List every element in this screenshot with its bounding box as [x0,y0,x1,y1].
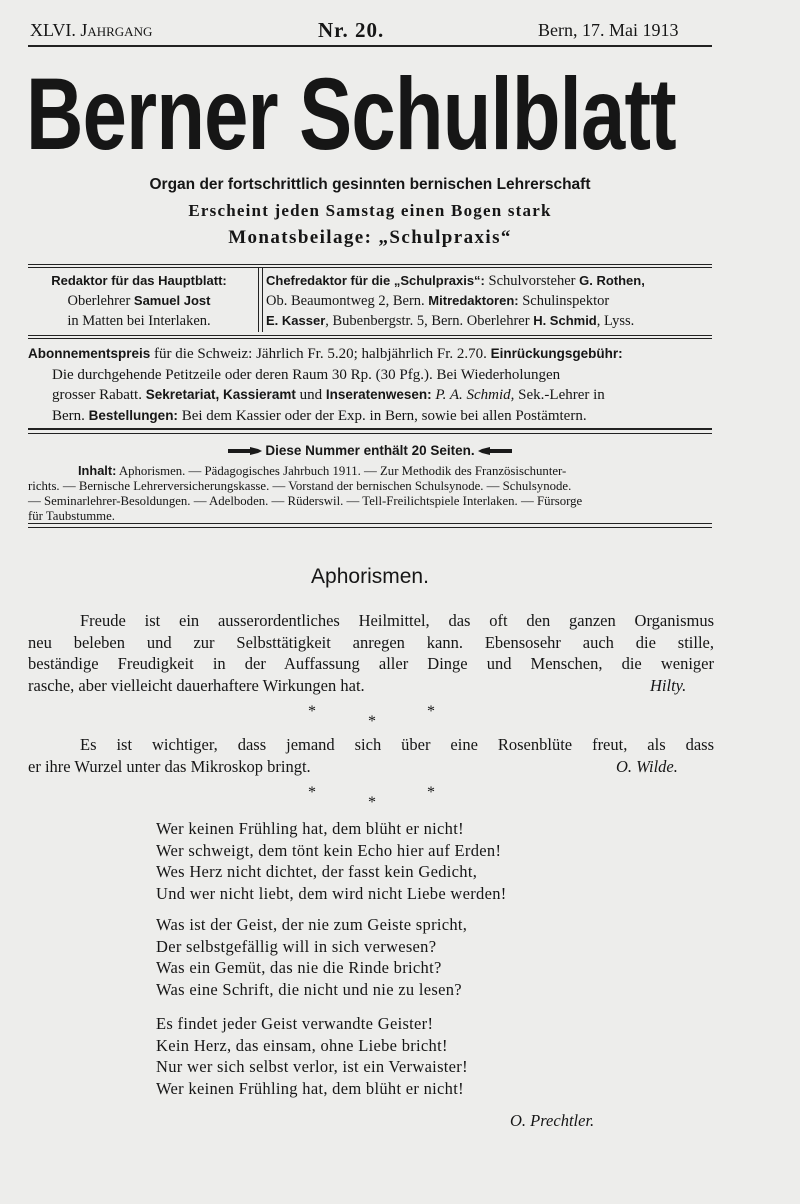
pointing-hand-left-icon [478,446,512,456]
contents-line-2: richts. — Bernische Lehrerversicherungskasse. — Vorstand der bernischen Schulsynode. — Schulsynode. [28,479,572,493]
contents-line-1: Aphorismen. — Pädagogisches Jahrbuch 1911. — Zur Methodik des Französischunter- [116,464,567,478]
issue-number: Nr. 20. [318,18,385,42]
bern-text: Bern. [52,407,89,424]
contents-rule-2 [28,527,712,528]
poem-stanza-1 [156,818,507,904]
advertising-name: P. A. Schmid, [431,387,515,403]
separator-asterisk: * [308,703,316,720]
separator-asterisk: * [308,784,316,801]
poem-line: Der selbstgefällig will in sich verwesen? [156,936,437,956]
poem-line: Nur wer sich selbst verlor, ist ein Verwaister! [156,1057,468,1076]
separator-asterisk: * [427,784,435,801]
aphorism-hilty-line-4: rasche, aber vielleicht dauerhaftere Wirkungen hat. [28,675,365,695]
aphorism-wilde-line-2: er ihre Wurzel unter das Mikroskop bringt. [28,756,311,776]
editor-main-label: Redaktor für das Hauptblatt: [51,273,227,288]
aphorism-hilty-line-3: beständige Freudigkeit in der Auffassung aller Dinge und Menschen, die weniger [28,654,714,673]
subscription-rule [28,428,712,430]
separator-asterisk: * [368,794,376,811]
poem-line: Es findet jeder Geist verwandte Geister! [156,1014,434,1033]
subscription-block [28,344,714,426]
editor-main-title: Oberlehrer [67,293,134,309]
co-editor-title: Schulinspektor [518,293,610,309]
orders-text: Bei dem Kassier oder der Exp. in Bern, sowie bei allen Postämtern. [177,407,587,424]
co-editor-address: , Bubenbergstr. 5, Bern. Oberlehrer [325,313,534,329]
subscription-rule-2 [28,433,712,434]
discount-text: grosser Rabatt. [52,387,146,403]
masthead-supplement: Monatsbeilage: „Schulpraxis“ [228,227,512,248]
masthead-frequency: Erscheint jeden Samstag einen Bogen stark [188,201,552,220]
editors-rule-top-2 [28,267,712,268]
pages-note: Diese Nummer enthält 20 Seiten. [265,443,475,458]
subscription-label: Abonnementspreis [28,346,151,361]
editor-main-block [24,271,254,331]
orders-label: Bestellungen: [88,407,178,423]
co-editors-label: Mitredaktoren: [428,293,519,308]
pointing-hand-right-icon [228,446,262,456]
volume-label: XLVI. Jahrgang [30,20,153,40]
contents-line-3: — Seminarlehrer-Besoldungen. — Adelboden. — Rüderswil. — Tell-Freilichtspiele Interlaken. — Fürsorge [28,494,583,508]
poem-line: Was ist der Geist, der nie zum Geiste spricht, [156,915,468,934]
secretariat-label: Sekretariat, Kassieramt [145,387,296,402]
poem-line: Was ein Gemüt, das nie die Rinde bricht? [156,958,442,977]
co-editor-place: , Lyss. [596,313,635,329]
aphorism-hilty-line-2: neu beleben und zur Selbsttätigkeit anregen kann. Ebensosehr auch die stille, [28,632,714,652]
contents-rule [28,523,712,524]
poem-line: Und wer nicht liebt, dem wird nicht Liebe werden! [156,883,507,903]
co-editor-schmid: H. Schmid [533,313,597,328]
contents-line-4: für Taubstumme. [28,509,116,523]
poem-line: Was eine Schrift, die nicht und nie zu lesen? [156,979,462,999]
author-prechtler: O. Prechtler. [510,1111,595,1130]
editor-praxis-title: Schulvorsteher [484,273,580,289]
editor-praxis-block [266,271,714,331]
aphorism-hilty [28,610,714,696]
poem-line: Wes Herz nicht dichtet, der fasst kein Gedicht, [156,862,478,881]
masthead-subtitle: Organ der fortschrittlich gesinnten bernischen Lehrerschaft [149,176,591,193]
place-date: Bern, 17. Mai 1913 [538,20,679,40]
separator-asterisk: * [368,713,376,730]
editor-praxis-name: G. Rothen, [579,273,645,288]
co-editor-kasser: E. Kasser [266,313,326,328]
poem-stanza-2 [156,914,467,1000]
poem-line: Wer keinen Frühling hat, dem blüht er nicht! [156,1078,464,1098]
insertion-fee-label: Einrückungsgebühr: [490,346,623,361]
editors-divider [258,268,263,332]
pages-note-row [0,443,740,458]
header-rule [28,45,712,47]
editor-praxis-label: Chefredaktor für die „Schulpraxis“: [266,273,485,288]
editor-main-name: Samuel Jost [133,293,211,308]
author-hilty: Hilty. [650,675,687,695]
contents-label: Inhalt: [78,463,117,478]
advertising-title: Sek.-Lehrer in [514,387,605,403]
poem-line: Wer schweigt, dem tönt kein Echo hier auf Erden! [156,840,502,860]
subscription-price: für die Schweiz: Jährlich Fr. 5.20; halbjährlich Fr. 2.70. [150,346,491,362]
contents-block [28,463,714,524]
author-wilde: O. Wilde. [616,756,678,776]
aphorism-wilde [28,734,714,777]
poem-stanza-3 [156,1013,468,1099]
insertion-fee-text: Die durchgehende Petitzeile oder deren Raum 30 Rp. (30 Pfg.). Bei Wiederholungen [52,366,561,383]
advertising-label: Inseratenwesen: [325,387,432,402]
separator-asterisk: * [427,703,435,720]
poem-line: Kein Herz, das einsam, ohne Liebe bricht! [156,1035,448,1055]
editors-rule-top [28,264,712,265]
aphorism-hilty-line-1: Freude ist ein ausserordentliches Heilmittel, das oft den ganzen Organismus [80,611,714,630]
article-title: Aphorismen. [311,565,429,588]
editor-main-place: in Matten bei Interlaken. [67,313,211,329]
masthead-title: Berner Schulblatt [26,57,676,171]
aphorism-wilde-line-1: Es ist wichtiger, dass jemand sich über eine Rosenblüte freut, als dass [80,735,714,754]
editors-rule-bottom-2 [28,338,712,339]
poem-line: Wer keinen Frühling hat, dem blüht er nicht! [156,819,464,838]
editors-rule-bottom [28,335,712,336]
and-text: und [295,387,326,403]
editor-praxis-address: Ob. Beaumontweg 2, Bern. [266,293,429,309]
